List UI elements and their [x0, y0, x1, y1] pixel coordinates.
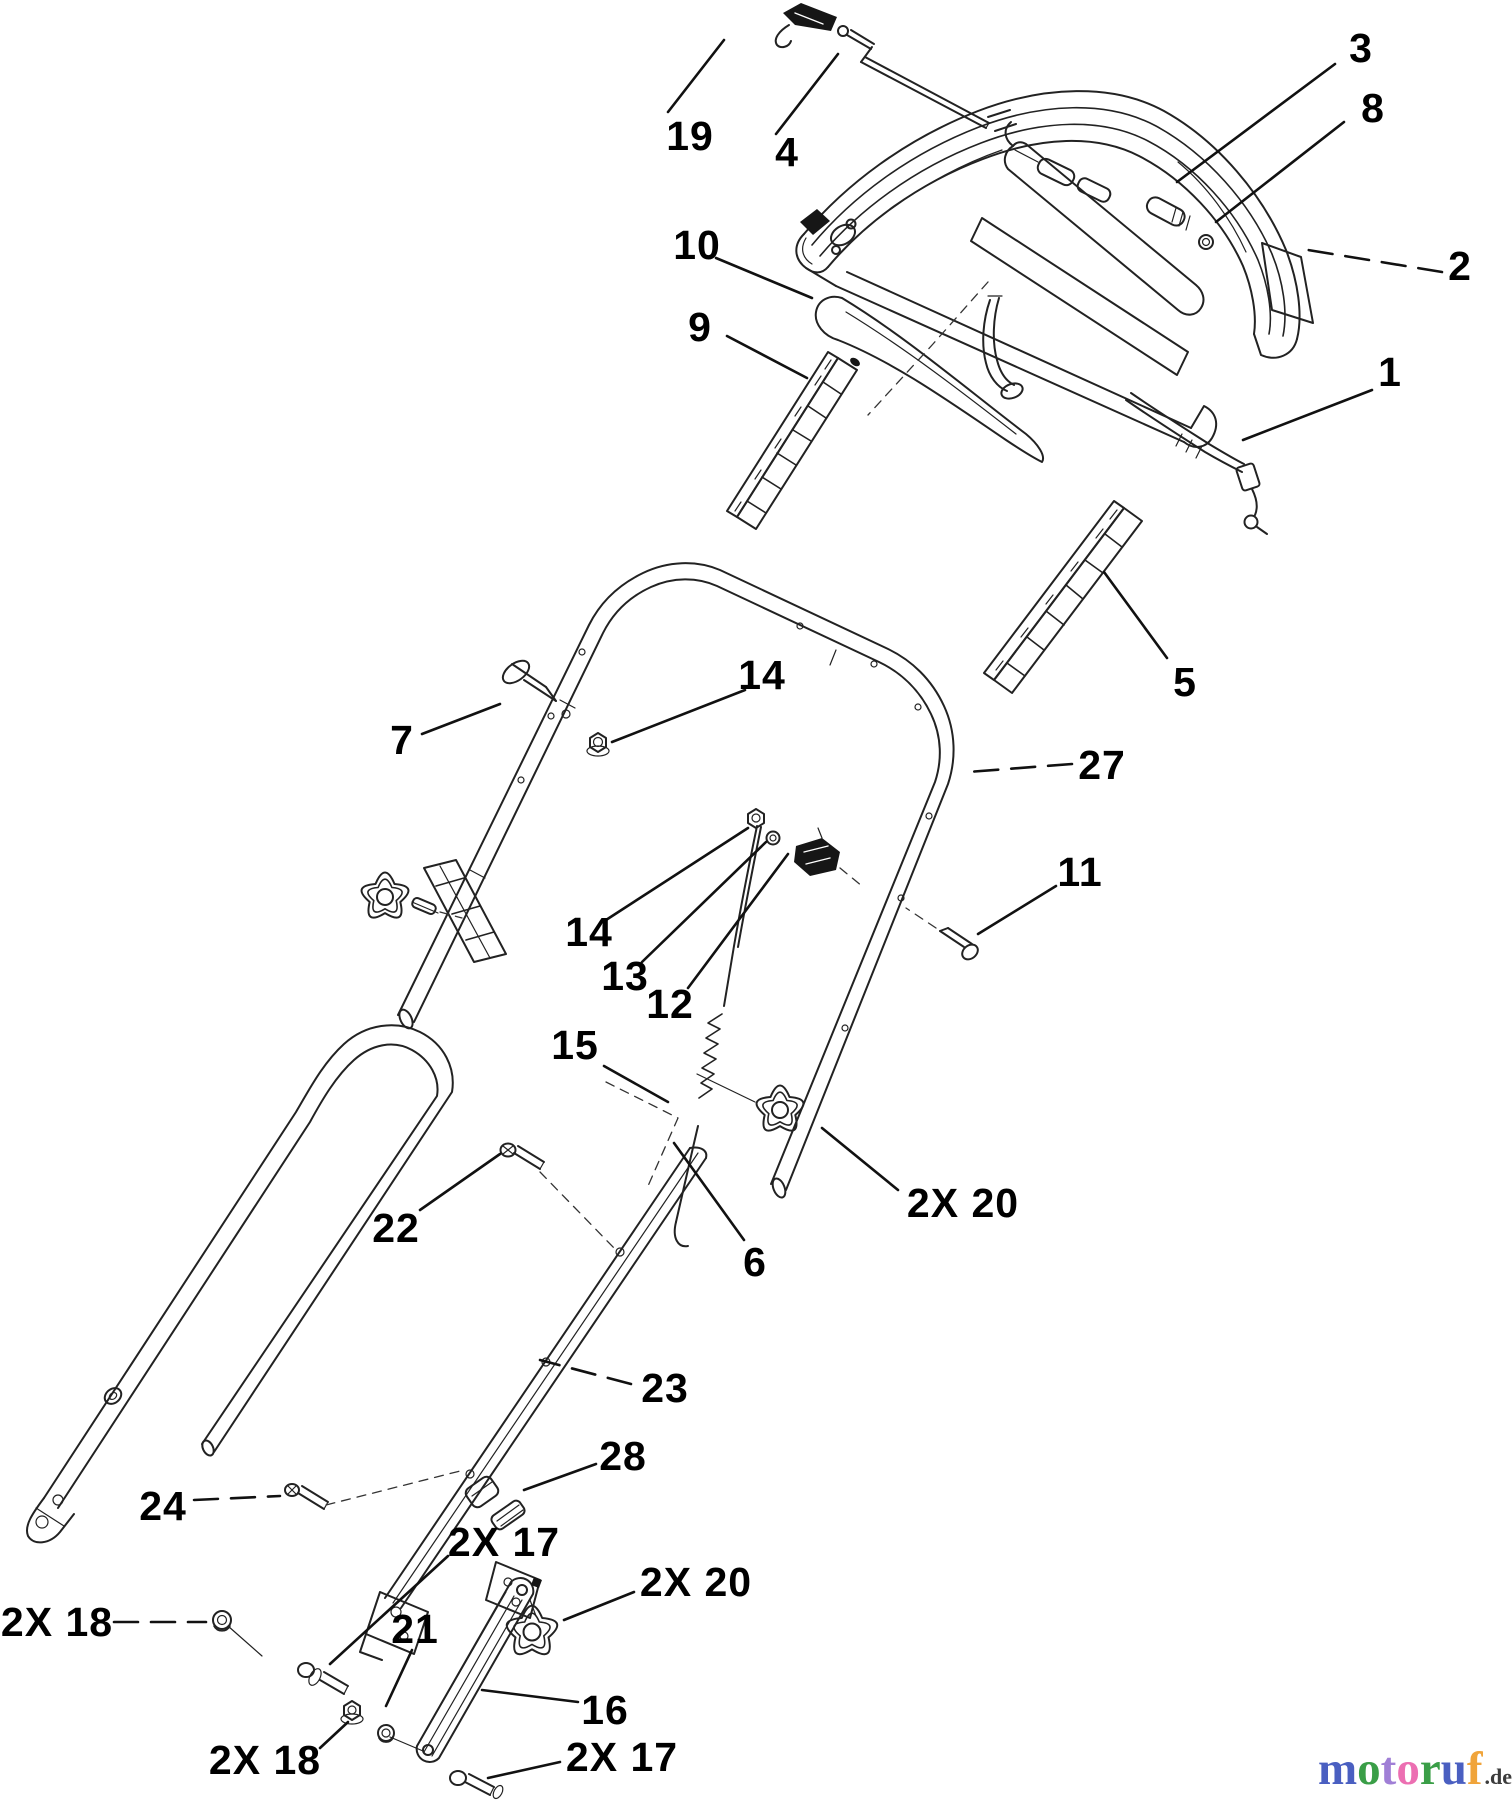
logo-letter: o	[1357, 1743, 1381, 1795]
callout-14-9	[612, 652, 786, 742]
logo-letter: f	[1466, 1743, 1483, 1795]
callout-leader-line	[1104, 572, 1167, 658]
logo-word	[1318, 1743, 1482, 1795]
callout-24-21	[139, 1483, 280, 1529]
callout-label: 2X 20	[639, 1559, 753, 1605]
part-knob-20-left	[362, 873, 438, 918]
part-screw-22	[501, 1144, 545, 1170]
callout-label: 28	[599, 1433, 647, 1479]
callout-leader-line	[420, 1154, 500, 1210]
part-bolt-8	[1144, 195, 1213, 249]
part-nut-18-left	[213, 1611, 231, 1631]
callout-leader-line	[688, 854, 788, 988]
callout-label: 14	[565, 909, 613, 955]
callout-label: 1	[1378, 349, 1402, 395]
callout-leader-line	[1296, 248, 1442, 272]
callout-leader-line	[1177, 64, 1335, 182]
part-rail-9	[727, 352, 857, 529]
callout-leader-line	[386, 1650, 412, 1706]
callout-2x-17-29	[488, 1734, 678, 1780]
callout-label: 2X 18	[0, 1599, 114, 1645]
callout-label: 21	[391, 1606, 439, 1652]
callout-16-27	[482, 1687, 629, 1733]
callout-label: 22	[372, 1205, 420, 1251]
part-washer-13	[767, 832, 780, 845]
callout-2x-20-17	[822, 1128, 1019, 1226]
callout-22-18	[372, 1154, 500, 1251]
callout-leader-line	[606, 828, 748, 920]
logo-letter: t	[1380, 1743, 1397, 1795]
logo-letter: o	[1396, 1743, 1420, 1795]
callout-leader-line	[482, 1690, 578, 1702]
callout-19-0	[666, 40, 724, 159]
callout-2x-18-25	[1, 1599, 206, 1645]
part-nut-14-mid	[748, 809, 764, 828]
part-rail-5	[984, 501, 1142, 693]
part-screw-11	[940, 928, 981, 962]
callout-leader-line	[524, 1464, 596, 1490]
callout-2x-20-24	[564, 1559, 752, 1620]
callout-label: 6	[743, 1239, 767, 1285]
callout-label: 12	[646, 981, 694, 1027]
callout-27-11	[968, 742, 1126, 788]
callout-14-12	[565, 828, 748, 955]
callout-label: 3	[1349, 25, 1373, 71]
callout-23-20	[540, 1360, 689, 1411]
part-clip-19	[776, 3, 837, 47]
callout-label: 2X 17	[565, 1734, 679, 1780]
part-washer-21	[378, 1725, 394, 1742]
part-bolt-24	[285, 1484, 328, 1509]
callout-9-6	[688, 304, 807, 378]
callout-label: 27	[1078, 742, 1126, 788]
callout-6-19	[674, 1143, 767, 1285]
callout-leader-line	[668, 40, 724, 112]
callout-leader-line	[194, 1496, 280, 1500]
callout-leader-line	[822, 1128, 898, 1190]
callout-label: 2	[1448, 243, 1472, 289]
callout-7-10	[390, 704, 500, 763]
logo-letter: m	[1318, 1743, 1358, 1795]
logo-suffix: .de	[1484, 1764, 1512, 1789]
callout-label: 5	[1173, 659, 1197, 705]
callout-label: 19	[666, 113, 714, 159]
callout-2-4	[1296, 243, 1472, 289]
callout-label: 9	[688, 304, 712, 350]
callout-leader-line	[540, 1360, 631, 1384]
callout-leader-line	[320, 1722, 348, 1748]
callout-21-26	[386, 1606, 439, 1706]
callout-label: 8	[1361, 85, 1385, 131]
callout-11-15	[978, 849, 1103, 934]
callout-5-8	[1104, 572, 1197, 705]
callout-label: 2X 18	[208, 1737, 322, 1783]
callout-leader-line	[564, 1592, 634, 1620]
part-knob-20-right	[697, 1074, 803, 1131]
callout-2x-18-28	[209, 1722, 348, 1783]
callout-3-2	[1177, 25, 1373, 182]
part-rod-4	[838, 26, 989, 128]
callout-label: 16	[581, 1687, 629, 1733]
callout-label: 24	[139, 1483, 187, 1529]
callout-28-22	[524, 1433, 647, 1490]
part-bolt-17-upper	[298, 1663, 348, 1694]
part-control-panel	[796, 91, 1313, 534]
callout-label: 23	[641, 1365, 689, 1411]
callout-2x-17-23	[330, 1519, 560, 1664]
callout-label: 14	[738, 652, 786, 698]
callout-leader-line	[488, 1762, 560, 1778]
callout-leader-line	[612, 690, 745, 742]
callout-leader-line	[978, 886, 1056, 934]
part-deflector-10	[816, 297, 1043, 462]
callout-label: 4	[775, 129, 799, 175]
callout-1-7	[1243, 349, 1402, 440]
part-nut-14-upper	[587, 733, 609, 756]
callout-leader-line	[968, 764, 1072, 772]
site-logo	[1318, 1743, 1512, 1795]
callout-label: 2X 17	[447, 1519, 561, 1565]
callout-leader-line	[422, 704, 500, 734]
logo-letter: u	[1440, 1743, 1467, 1795]
callout-label: 13	[601, 953, 649, 999]
callout-13-13	[601, 842, 766, 999]
construction-lines	[228, 282, 988, 1751]
callout-label: 11	[1057, 849, 1103, 895]
callout-label: 2X 20	[906, 1180, 1020, 1226]
part-lower-handle-6	[27, 1025, 453, 1542]
logo-letter: r	[1419, 1743, 1441, 1795]
part-upper-handle-27	[397, 563, 954, 1199]
part-clamp-12	[794, 828, 840, 876]
part-brace-16	[416, 1562, 542, 1762]
callout-leader-line	[776, 54, 838, 134]
callout-label: 7	[390, 717, 414, 763]
part-knob-bracket-strip	[424, 860, 506, 962]
callout-leader-line	[727, 336, 807, 378]
part-nut-18-bottom	[341, 1701, 363, 1724]
callout-leader-line	[642, 842, 766, 962]
callout-8-3	[1216, 85, 1385, 222]
callout-leader-line	[716, 258, 812, 298]
callout-leader-line	[1243, 390, 1372, 440]
callout-10-5	[673, 222, 812, 298]
callout-label: 15	[551, 1022, 599, 1068]
callout-4-1	[775, 54, 838, 175]
callout-15-16	[551, 1022, 668, 1102]
part-cable-1	[1126, 393, 1267, 534]
callout-label: 10	[673, 222, 721, 268]
